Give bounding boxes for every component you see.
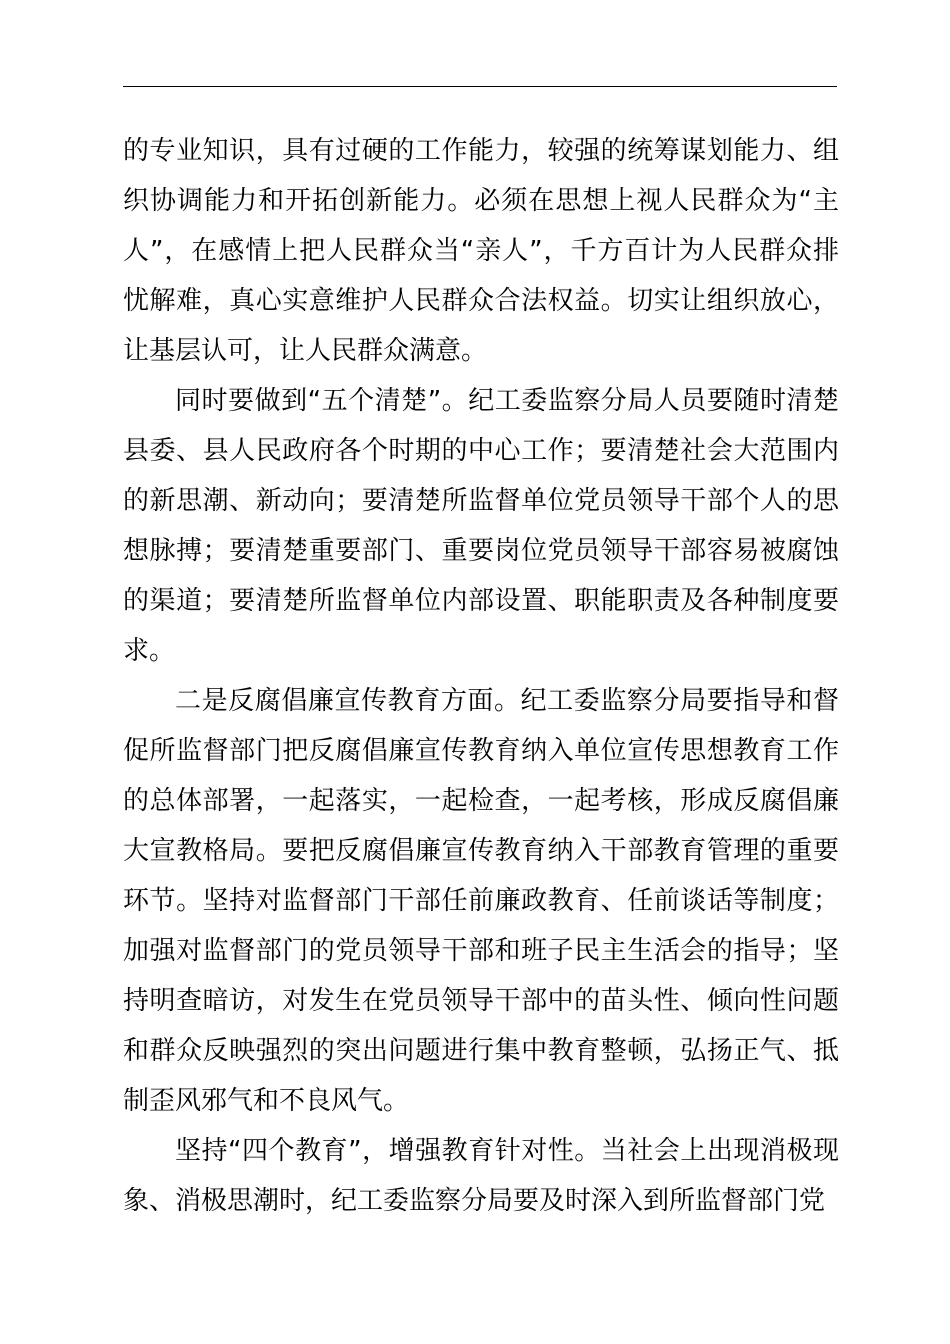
paragraph-2: 同时要做到“五个清楚”。纪工委监察分局人员要随时清楚县委、县人民政府各个时期的中心工作；要清楚社会大范围内的新思潮、新动向；要清楚所监督单位党员领导干部个人的思想脉搏；要清楚重要部门、重要岗位党员领导干部容易被腐蚀的渠道；要清楚所监督单位内部设置、职能职责及各种制度要求。 [123, 386, 839, 666]
paragraph-3: 二是反腐倡廉宣传教育方面。纪工委监察分局要指导和督促所监督部门把反腐倡廉宣传教育纳入单位宣传思想教育工作的总体部署，一起落实，一起检查，一起考核，形成反腐倡廉大宣教格局。要把反腐倡廉宣传教育纳入干部教育管理的重要环节。坚持对监督部门干部任前廉政教育、任前谈话等制度；加强对监督部门的党员领导干部和班子民主生活会的指导；坚持明查暗访，对发生在党员领导干部中的苗头性、倾向性问题和群众反映强烈的突出问题进行集中教育整顿，弘扬正气、抵制歪风邪气和不良风气。 [123, 686, 839, 1116]
header-rule [123, 86, 837, 87]
document-body [123, 126, 839, 1226]
paragraph-4: 坚持“四个教育”，增强教育针对性。当社会上出现消极现象、消极思潮时，纪工委监察分局要及时深入到所监督部门党 [123, 1136, 839, 1216]
paragraph-1: 的专业知识，具有过硬的工作能力，较强的统筹谋划能力、组织协调能力和开拓创新能力。必须在思想上视人民群众为“主人”，在感情上把人民群众当“亲人”，千方百计为人民群众排忧解难，真心实意维护人民群众合法权益。切实让组织放心，让基层认可，让人民群众满意。 [123, 136, 839, 366]
